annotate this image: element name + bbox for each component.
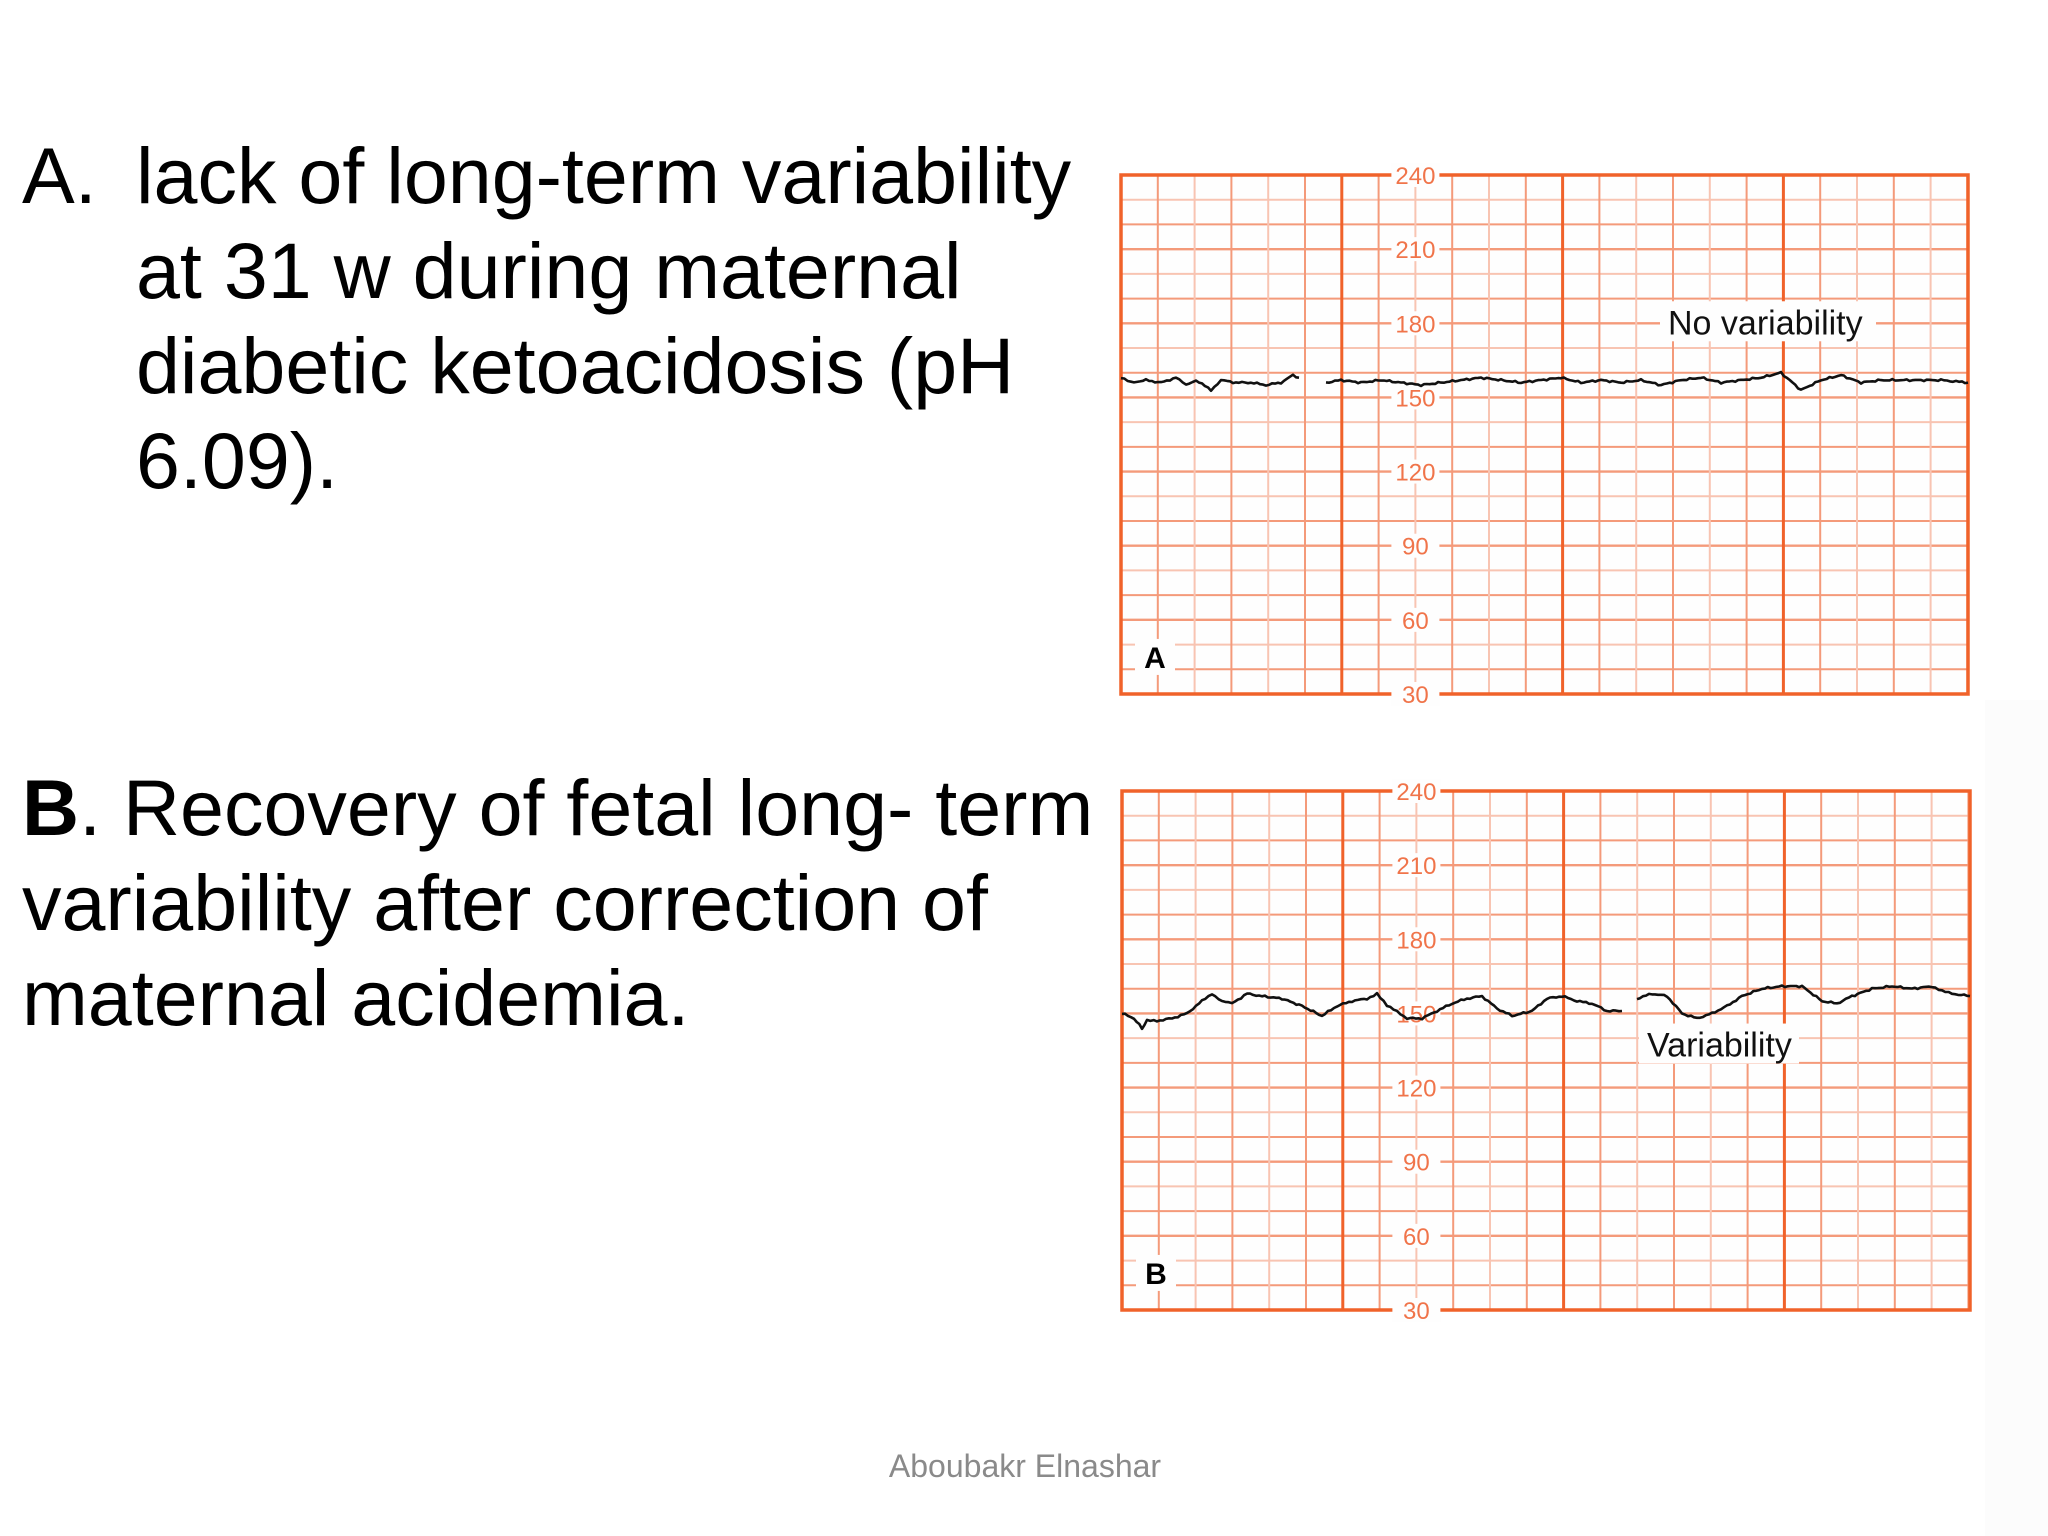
- caption-a-body: [136, 128, 1112, 508]
- y-tick-label: 240: [1396, 779, 1437, 806]
- chart-frame: [1122, 791, 1970, 1310]
- caption-a-line: 6.09).: [136, 416, 339, 505]
- caption-a-line: at 31 w during maternal: [136, 226, 962, 315]
- y-tick-label: 120: [1395, 459, 1436, 487]
- trace-annotation: Variability: [1647, 1026, 1792, 1065]
- y-tick-label: 210: [1395, 237, 1436, 265]
- y-tick-label: 90: [1402, 533, 1429, 561]
- caption-a: [22, 128, 1112, 508]
- footer-author: [0, 1448, 2048, 1485]
- caption-b-line: maternal acidemia.: [22, 953, 690, 1042]
- footer-author-text: Aboubakr Elnashar: [888, 1448, 1162, 1484]
- caption-a-line: diabetic ketoacidosis (pH: [136, 321, 1015, 410]
- y-tick-label: 150: [1396, 1001, 1437, 1029]
- ctg-grid: [1122, 779, 1970, 1325]
- panel-label: A: [1144, 641, 1166, 675]
- ctg-grid: [1121, 163, 1968, 709]
- ctg-chart-b: [1122, 779, 1970, 1325]
- trace-annotation: No variability: [1668, 304, 1863, 343]
- panel-label: B: [1145, 1257, 1167, 1291]
- y-tick-label: 120: [1396, 1075, 1437, 1103]
- chart-frame: [1121, 175, 1968, 694]
- caption-a-line: lack of long-term variability: [136, 131, 1072, 220]
- y-tick-label: 90: [1403, 1149, 1430, 1177]
- fhr-trace: [1122, 993, 1622, 1029]
- fhr-trace: [1121, 375, 1299, 391]
- y-tick-label: 180: [1395, 311, 1436, 339]
- y-tick-label: 210: [1396, 853, 1437, 881]
- caption-b-line: [22, 760, 1122, 855]
- caption-b-line: variability after correction of: [22, 858, 988, 947]
- y-tick-label: 60: [1403, 1223, 1430, 1251]
- caption-b-marker: B: [22, 763, 80, 852]
- caption-b: [22, 760, 1122, 1045]
- caption-b-text: . Recovery of fetal long- term: [79, 763, 1094, 852]
- y-tick-label: 150: [1395, 385, 1436, 413]
- caption-a-marker: A.: [22, 131, 97, 220]
- y-tick-label: 60: [1402, 607, 1429, 635]
- y-tick-label: 30: [1403, 1298, 1430, 1325]
- y-tick-label: 30: [1402, 682, 1429, 709]
- background-band: [1985, 700, 2048, 1536]
- y-tick-label: 180: [1396, 927, 1437, 955]
- y-tick-label: 240: [1395, 163, 1436, 190]
- ctg-chart-a: [1121, 163, 1968, 709]
